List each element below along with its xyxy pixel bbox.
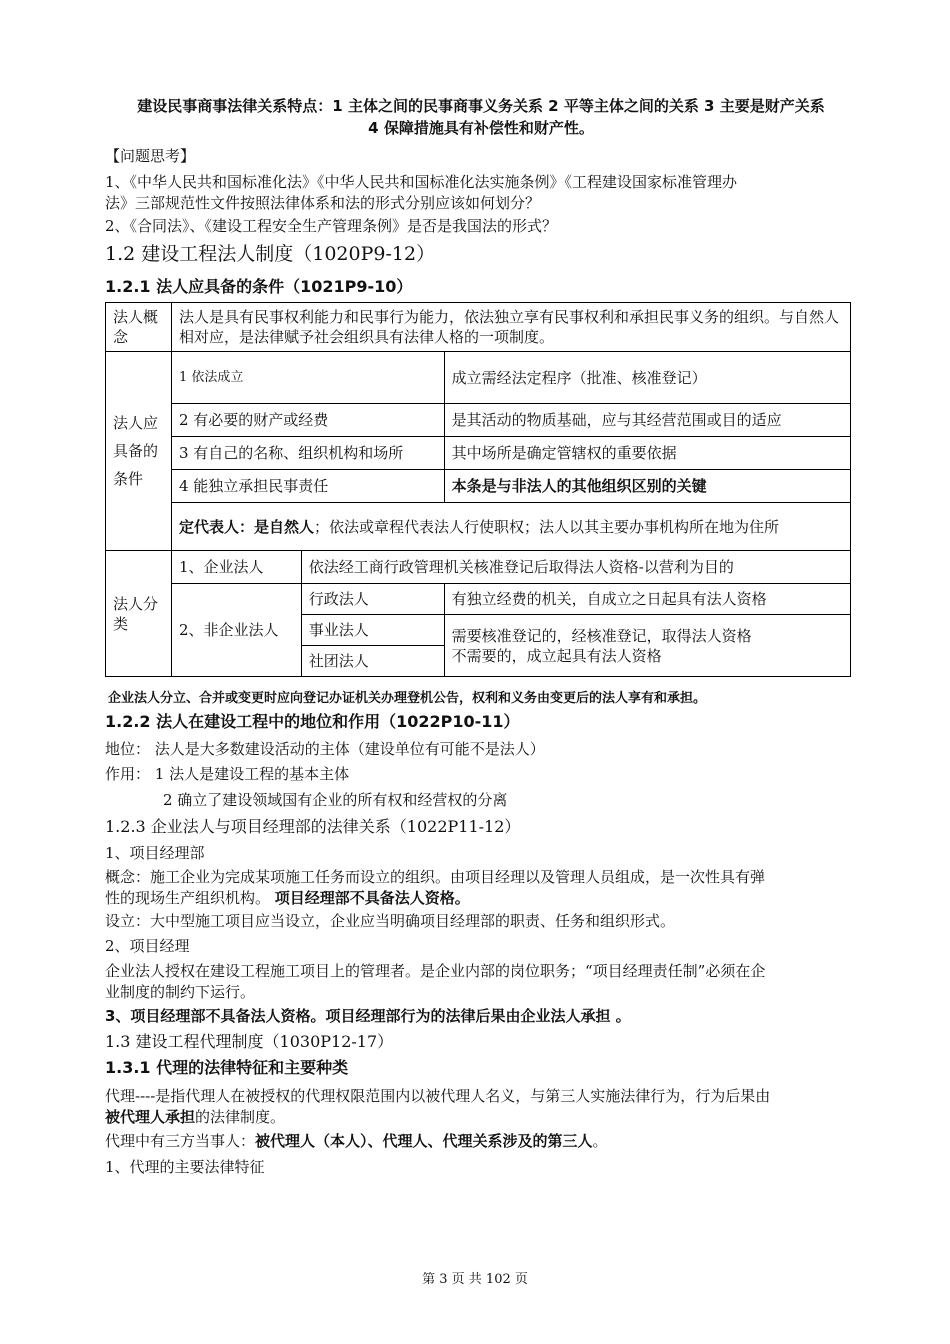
institution-legal-person: 事业法人 [301,615,444,646]
enterprise-desc: 依法经工商行政管理机关核准登记后取得法人资格-以营利为目的 [301,551,850,584]
classification-label: 法人分类 [106,551,172,677]
administrative-legal-person: 行政法人 [301,584,444,615]
project-dept-heading: 1、项目经理部 [105,844,205,862]
setup-line: 设立：大中型施工项目应当设立，企业应当明确项目经理部的职责、任务和组织形式。 [105,912,676,930]
parties-line [105,1131,857,1152]
role-line-2: 2 确立了建设领域国有企业的所有权和经营权的分离 [163,791,508,809]
legal-representative-bold: 定代表人：是自然人 [178,517,314,536]
social-legal-person: 社团法人 [301,646,444,677]
section-1-3-title: 1.3 建设工程代理制度（1030P12-17） [105,1032,394,1051]
condition-1-desc: 成立需经法定程序（批准、核准登记） [444,352,850,404]
registration-not-required-desc: 不需要的，成立起具有法人资格 [451,646,662,665]
section-1-2-3-title: 1.2.3 企业法人与项目经理部的法律关系（1022P11-12） [105,817,521,836]
section-1-3-1-title: 1.3.1 代理的法律特征和主要种类 [105,1058,349,1077]
role-line-1: 作用： 1 法人是建设工程的基本主体 [105,765,350,783]
concept-text: 法人是具有民事权利能力和民事行为能力，依法独立享有民事权利和承担民事义务的组织。与自然人相对应，是法律赋予社会组织具有法律人格的一项制度。 [171,303,850,352]
agency-def-line-1: 代理----是指代理人在被授权的代理权限范围内以被代理人名义，与第三人实施法律行为，行为后果由 [105,1087,771,1105]
agency-features-heading: 1、代理的主要法律特征 [105,1158,265,1176]
condition-1: 1 依法成立 [171,352,444,404]
section-1-2-2-title: 1.2.2 法人在建设工程中的地位和作用（1022P10-11） [105,712,520,731]
registration-required-desc: 需要核准登记的，经核准登记，取得法人资格 [451,626,752,645]
institution-social-desc [444,615,850,677]
enterprise-change-note: 企业法人分立、合并或变更时应向登记办证机关办理登机公告，权利和义务由变更后的法人享有和承担。 [108,691,707,706]
non-enterprise-legal-person: 2、非企业法人 [171,584,301,677]
section-1-2-title: 1.2 建设工程法人制度（1020P9-12） [105,243,436,265]
condition-3-desc: 其中场所是确定管辖权的重要依据 [444,437,850,470]
concept-line-2-bold: 项目经理部不具备法人资格。 [274,889,470,907]
section-1-2-1-title: 1.2.1 法人应具备的条件（1021P9-10） [105,277,413,296]
condition-4-desc: 本条是与非法人的其他组织区别的关键 [444,470,850,503]
page-footer: 第 3 页 共 102 页 [422,1272,528,1287]
enterprise-legal-person: 1、企业法人 [171,551,301,584]
think-title: 【问题思考】 [105,147,196,165]
legal-representative [171,503,850,551]
question-1-line-1: 1、《中华人民共和国标准化法》《中华人民共和国标准化法实施条例》《工程建设国家标准管理办 [105,173,738,191]
project-manager-heading: 2、项目经理 [105,937,190,955]
project-manager-line-2: 业制度的制约下运行。 [105,983,256,1001]
parties-lead: 代理中有三方当事人： [105,1132,256,1150]
intro-line-1: 建设民事商事法律关系特点：1 主体之间的民事商事义务关系 2 平等主体之间的关系 3 主要是财产关系 [137,97,825,115]
agency-def-line-2 [105,1107,857,1128]
condition-4: 4 能独立承担民事责任 [171,470,444,503]
legal-person-table [105,302,851,677]
agency-def-bold: 被代理人承担 [105,1108,196,1126]
status-line: 地位： 法人是大多数建设活动的主体（建设单位有可能不是法人） [105,740,545,758]
legal-representative-text: ；依法或章程代表法人行使职权；法人以其主要办事机构所在地为住所 [313,517,779,536]
parties-bold: 被代理人（本人）、代理人、代理关系涉及的第三人 [255,1132,593,1150]
condition-3: 3 有自己的名称、组织机构和场所 [171,437,444,470]
condition-2-desc: 是其活动的物质基础，应与其经营范围或目的适应 [444,404,850,437]
project-manager-line-1: 企业法人授权在建设工程施工项目上的管理者。是企业内部的岗位职务；“项目经理责任制”必须在企 [105,962,766,980]
administrative-desc: 有独立经费的机关，自成立之日起具有法人资格 [444,584,850,615]
question-1-line-2: 法》三部规范性文件按照法律体系和法的形式分别应该如何划分？ [105,194,541,212]
question-2: 2、《合同法》、《建设工程安全生产管理条例》是否是我国法的形式？ [105,217,558,235]
conditions-label: 法人应具备的条件 [106,352,172,551]
concept-label: 法人概念 [106,303,172,352]
parties-end: 。 [592,1132,608,1150]
concept-line-2-text: 性的现场生产组织机构。 [105,889,271,907]
concept-line-1: 概念：施工企业为完成某项施工任务而设立的组织。由项目经理以及管理人员组成，是一次性具有弹 [105,868,766,886]
condition-2: 2 有必要的财产或经费 [171,404,444,437]
concept-line-2 [105,888,857,909]
project-manager-point-3: 3、项目经理部不具备法人资格。项目经理部行为的法律后果由企业法人承担 。 [105,1007,631,1025]
intro-line-2: 4 保障措施具有补偿性和财产性。 [368,119,594,137]
agency-def-rest: 的法律制度。 [195,1108,286,1126]
